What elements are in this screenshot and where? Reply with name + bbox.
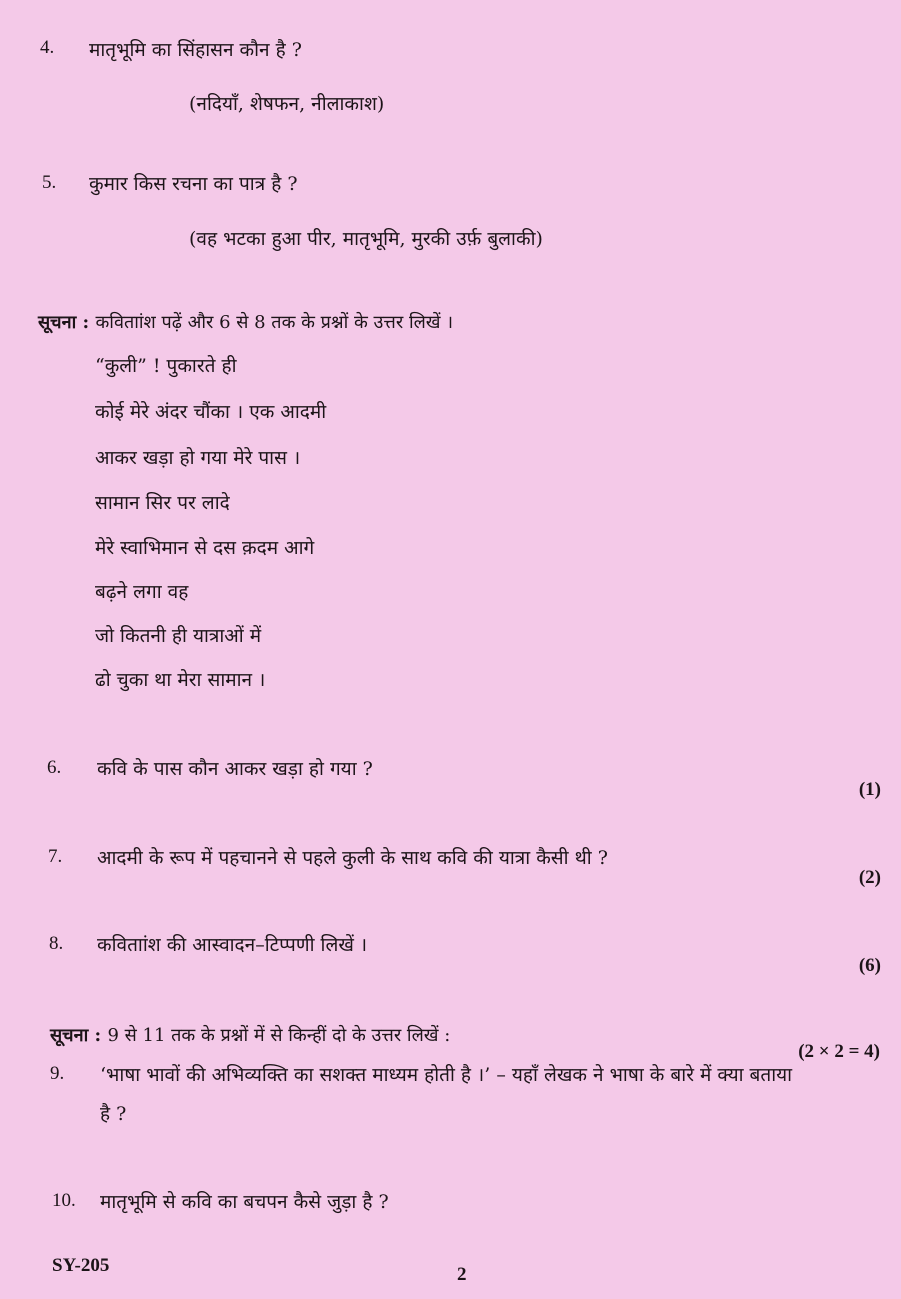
q4-options: (नदियाँ, शेषफन, नीलाकाश)	[189, 93, 385, 115]
page-number: 2	[457, 1264, 467, 1285]
q5-options: (वह भटका हुआ पीर, मातृभूमि, मुरकी उर्फ़ बुलाकी)	[189, 228, 543, 250]
q5-number: 5.	[42, 172, 57, 193]
poem-line: कोई मेरे अंदर चौंका । एक आदमी	[95, 401, 327, 423]
q4-text: मातृभूमि का सिंहासन कौन है ?	[89, 39, 302, 61]
q5-text: कुमार किस रचना का पात्र है ?	[89, 173, 298, 195]
note-2-marks: (2 × 2 = 4)	[798, 1041, 880, 1062]
poem-line: बढ़ने लगा वह	[95, 581, 189, 603]
q9-text-line2: है ?	[100, 1103, 127, 1125]
poem-line: ढो चुका था मेरा सामान ।	[95, 669, 266, 691]
q6-number: 6.	[47, 757, 62, 778]
poem-line: जो कितनी ही यात्राओं में	[95, 625, 262, 647]
q9-number: 9.	[50, 1063, 65, 1084]
q4-number: 4.	[40, 37, 55, 58]
note-1-text: कविताांश पढ़ें और 6 से 8 तक के प्रश्नों के उत्तर लिखें ।	[95, 312, 454, 333]
instruction-note-2	[50, 1023, 450, 1047]
q8-text: कविताांश की आस्वादन–टिप्पणी लिखें ।	[97, 934, 368, 956]
q8-marks: (6)	[858, 955, 881, 976]
q10-number: 10.	[52, 1190, 76, 1211]
instruction-note-1	[38, 310, 453, 334]
poem-line: “कुली” ! पुकारते ही	[95, 355, 237, 377]
note-2-label: सूचना :	[50, 1025, 102, 1046]
q7-number: 7.	[48, 846, 63, 867]
q9-text-line1: ‘भाषा भावों की अभिव्यक्ति का सशक्त माध्यम होती है ।’ – यहाँ लेखक ने भाषा के बारे में क्या बताया	[100, 1064, 793, 1086]
note-1-label: सूचना :	[38, 312, 90, 333]
poem-line: मेरे स्वाभिमान से दस क़दम आगे	[95, 537, 315, 559]
q10-text: मातृभूमि से कवि का बचपन कैसे जुड़ा है ?	[100, 1191, 389, 1213]
q7-marks: (2)	[858, 867, 881, 888]
note-2-text: 9 से 11 तक के प्रश्नों में से किन्हीं दो के उत्तर लिखें :	[107, 1025, 451, 1046]
q6-marks: (1)	[858, 779, 881, 800]
q7-text: आदमी के रूप में पहचानने से पहले कुली के साथ कवि की यात्रा कैसी थी ?	[97, 847, 608, 869]
poem-line: आकर खड़ा हो गया मेरे पास ।	[95, 447, 301, 469]
poem-line: सामान सिर पर लादे	[95, 492, 230, 514]
paper-code: SY-205	[52, 1255, 110, 1276]
q6-text: कवि के पास कौन आकर खड़ा हो गया ?	[97, 758, 373, 780]
q8-number: 8.	[49, 933, 64, 954]
